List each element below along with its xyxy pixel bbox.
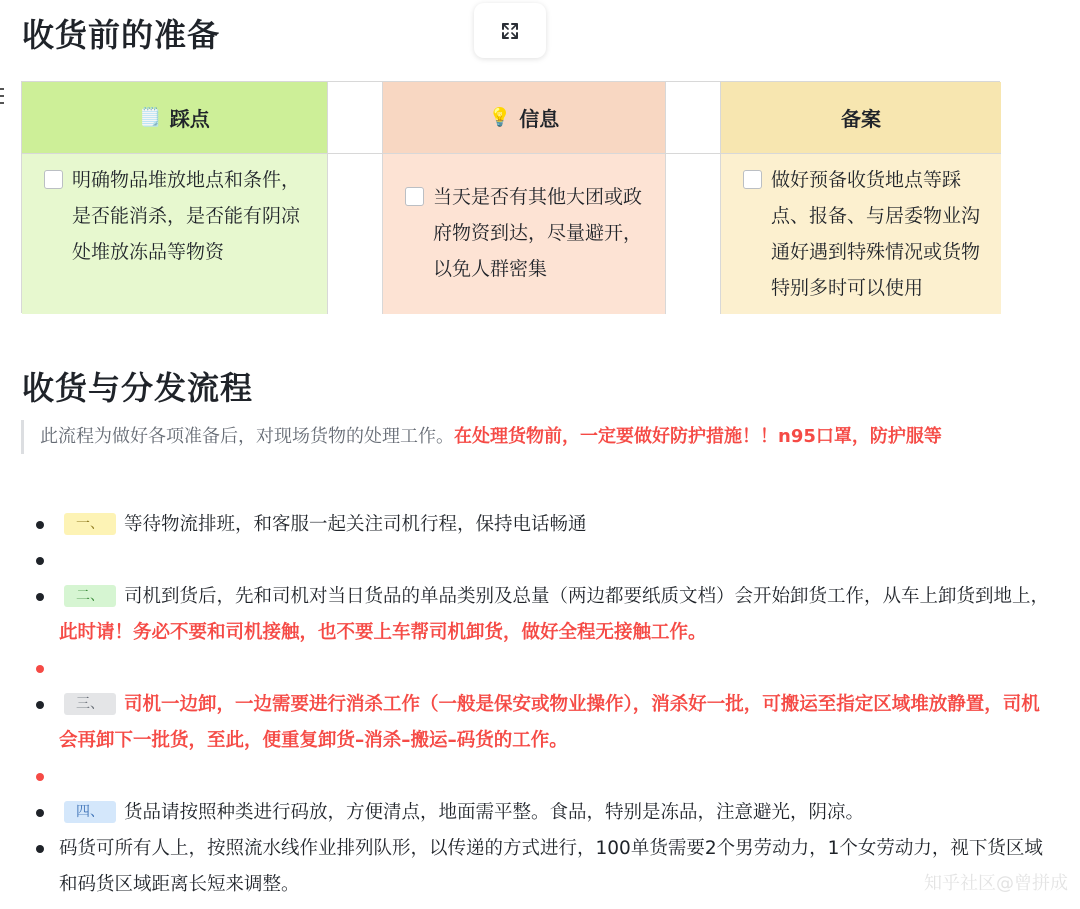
list-item xyxy=(32,507,1052,543)
expand-button[interactable] xyxy=(474,3,546,58)
todo-item xyxy=(44,162,302,270)
quote-warning-text: 在处理货物前，一定要做好防护措施！！n95口罩，防护服等 xyxy=(454,426,942,447)
todo-checkbox[interactable] xyxy=(44,170,63,189)
todo-checkbox[interactable] xyxy=(743,170,762,189)
column-title: 信息 xyxy=(519,107,560,131)
bullet-icon xyxy=(36,809,44,817)
quote-text: 此流程为做好各项准备后，对现场货物的处理工作。 xyxy=(40,426,454,447)
preparation-board xyxy=(21,81,1000,313)
bullet-icon xyxy=(36,845,44,853)
step-tag: 二、 xyxy=(64,585,116,607)
list-item-empty xyxy=(32,543,1052,579)
drag-handle-icon[interactable] xyxy=(0,88,4,104)
memo-icon: 🗒️ xyxy=(139,107,162,128)
blockquote xyxy=(21,420,1066,454)
todo-checkbox[interactable] xyxy=(405,187,424,206)
step-warning-text: 司机一边卸，一边需要进行消杀工作（一般是保安或物业操作），消杀好一批，可搬运至指定区域堆放静置，司机会再卸下一批货，至此，便重复卸货–消杀–搬运–码货的工作。 xyxy=(59,694,1040,751)
bullet-icon xyxy=(36,557,44,565)
column-title: 备案 xyxy=(841,107,881,131)
step-tag: 四、 xyxy=(64,801,116,823)
bullet-icon xyxy=(36,521,44,529)
bullet-icon xyxy=(36,773,44,781)
column-gap xyxy=(666,82,721,154)
list-item-empty xyxy=(32,651,1052,687)
section-title-preparation: 收货前的准备 xyxy=(22,16,221,54)
section-title-process: 收货与分发流程 xyxy=(22,369,254,407)
step-text: 司机到货后，先和司机对当日货品的单品类别及总量（两边都要纸质文档）会开始卸货工作，从车上卸货到地上， xyxy=(124,586,1050,607)
column-body-record xyxy=(721,154,1001,314)
column-header-record xyxy=(721,82,1001,154)
todo-text: 当天是否有其他大团或政府物资到达，尽量避开，以免人群密集 xyxy=(433,186,643,280)
todo-text: 做好预备收货地点等踩点、报备、与居委物业沟通好遇到特殊情况或货物特别多时可以使用 xyxy=(771,169,981,299)
list-item xyxy=(32,579,1052,651)
list-item xyxy=(32,831,1052,903)
bullet-icon xyxy=(36,665,44,673)
column-gap xyxy=(328,82,383,154)
todo-item xyxy=(405,179,648,287)
todo-text: 明确物品堆放地点和条件，是否能消杀，是否能有阴凉处堆放冻品等物资 xyxy=(72,169,301,263)
process-list xyxy=(32,507,1052,903)
column-gap xyxy=(666,154,721,314)
column-body-survey xyxy=(22,154,328,314)
expand-icon xyxy=(500,21,520,41)
list-item xyxy=(32,795,1052,831)
list-item xyxy=(32,687,1052,759)
step-text: 货品请按照种类进行码放，方便清点，地面需平整。食品，特别是冻品，注意避光，阴凉。 xyxy=(124,802,865,823)
column-header-survey xyxy=(22,82,328,154)
step-text: 等待物流排班，和客服一起关注司机行程，保持电话畅通 xyxy=(124,514,587,535)
column-title: 踩点 xyxy=(169,107,210,131)
step-tag: 三、 xyxy=(64,693,116,715)
todo-item xyxy=(743,162,986,306)
list-item-empty xyxy=(32,759,1052,795)
step-tag: 一、 xyxy=(64,513,116,535)
column-gap xyxy=(328,154,383,314)
bullet-icon xyxy=(36,701,44,709)
step-warning-text: 此时请！务必不要和司机接触，也不要上车帮司机卸货，做好全程无接触工作。 xyxy=(59,622,707,643)
lightbulb-icon: 💡 xyxy=(488,107,512,128)
watermark: 知乎社区@曾拼成 xyxy=(924,873,1068,894)
column-header-info xyxy=(383,82,666,154)
bullet-icon xyxy=(36,593,44,601)
column-body-info xyxy=(383,154,666,314)
step-text: 码货可所有人上，按照流水线作业排列队形，以传递的方式进行，100单货需要2个男劳动力，1个女劳动力，视下货区域和码货区域距离长短来调整。 xyxy=(59,838,1043,895)
